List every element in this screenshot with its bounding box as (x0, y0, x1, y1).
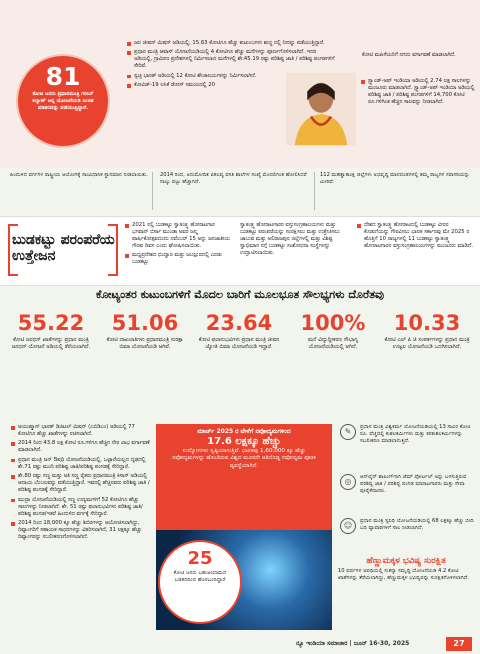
list-item: ಮಧ್ಯಪ್ರದೇಶದ ಛಿಂದ್ವಾರ ಮತ್ತು ಜಬಲ್ಪುರದಲ್ಲಿ ಎರಡು ಬುಡಕಟ್ಟು (124, 252, 232, 266)
stat-saubhagya: 100% ಮನೆ ವಿದ್ಯುದ್ದೀಕರಣ ಸೌಭಾಗ್ಯ ಯೋಜನೆಯಡಿಯಲ್ಲಿ ಆಗಿದೆ. (300, 311, 366, 351)
list-item: ಶೇ.80 ರಷ್ಟು ಸಣ್ಣ ಮತ್ತು ಅತಿ ಸಣ್ಣ ರೈತರು ಪ್ರಧಾನಮಂತ್ರಿ ಕಿಸಾನ್ ಅಡಿಯಲ್ಲಿ ಆದಾಯ ಬೆಂಬಲವನ್ನು ಪಡೆಯುತ್ತಿದ್ದಾರೆ. ಇವರಲ್ಲಿ ಹೆಚ್ಚಿನವರು ಪರಿಶಿಷ್ಟ ಜಾತಿ / ಪರಿಶಿಷ್ಟ ಪಂಗಡಕ್ಕೆ ಸೇರಿದ್ದಾರೆ. (10, 473, 150, 494)
page-number: 27 (446, 637, 472, 651)
list-item: 2014 ರಿಂದ 43.8 ಲಕ್ಷ ಕೋಟಿ ರೂ.ಗಳಿಗೂ ಹೆಚ್ಚಿನ ನೇರ ಲಾಭ ವರ್ಗಾವಣೆ ಮಾಡಲಾಗಿದೆ. (10, 440, 150, 454)
right-top-bullets (360, 78, 476, 108)
girl-future-text: 10 ವರ್ಷಗಳ ಅವಧಿಯಲ್ಲಿ ಸುಕನ್ಯಾ ಸಮೃದ್ಧಿ ಯೋಜನೆಯಡಿ 4.2 ಕೋಟಿ ಖಾತೆಗಳನ್ನು ತೆರೆಯಲಾಗಿದ್ದು, ಹೆಣ್ಣುಮಕ್ಕಳ ಭವಿಷ್ಯವನ್ನು ಸುರಕ್ಷಿತಗೊಳಿಸಲಾಗಿದೆ. (338, 568, 469, 582)
circle-text: ಕೋಟಿ ಜನರು ಪ್ರಧಾನಮಂತ್ರಿ ಗರೀಬ್ ಕಲ್ಯಾಣ್ ಅನ್ನ ಯೋಜನೆಯಡಿ ಉಚಿತ ಪಡಿತರವನ್ನು ಪಡೆಯುತ್ತಿದ್ದಾರೆ. (32, 91, 94, 111)
startup-card: ಮಾರ್ಚ್ 2025 ರ ವೇಳೆಗೆ ನವೋದ್ಯಮಗಳಿಂದ 17.6 ಲಕ್ಷಕ್ಕೂ ಹೆಚ್ಚು ಉದ್ಯೋಗಗಳು ಸೃಷ್ಟಿಯಾಗುತ್ತಿವೆ. ಭಾರತವು 1,60,000 ಕ್ಕೂ ಹೆಚ್ಚು ನವೋದ್ಯಮಗಳನ್ನು ಹೊಂದಿರುವ ವಿಶ್ವದ ಮೂರನೇ ಅತಿದೊಡ್ಡ ನವೋದ್ಯಮ ಪೂರಕ ವ್ಯವಸ್ಥೆಯಾಗಿದೆ. (156, 424, 332, 530)
receipt-icon: ✎ (340, 424, 356, 440)
list-item: 2021 ರಲ್ಲಿ ಬುಡಕಟ್ಟು ಸ್ವಾತಂತ್ರ್ಯ ಹೋರಾಟಗಾರ ಭಗವಾನ್ ಬಿರ್ಸಾ ಮುಂಡಾ ಅವರ ಜನ್ಮ ವಾರ್ಷಿಕೋತ್ಸವದಂದು ನವೆಂಬರ್ 15 ಅನ್ನು ಜನಜಾತೀಯ ಗೌರವ ದಿವಸ ಎಂದು ಘೋಷಿಸಲಾಯಿತು. (124, 222, 232, 250)
right-item: ಪ್ರಧಾನ ಮಂತ್ರಿ ವಿಶ್ವಕರ್ಮ ಯೋಜನೆಯಡಿಯಲ್ಲಿ 13 ಸಾವಿರ ಕೋಟಿ ರೂ. ವೆಚ್ಚದಲ್ಲಿ ಕುಶಲಕರ್ಮಿಗಳು ಮತ್ತು ಕರಕುಶಲಕರ್ಮಿಗಳನ್ನು ಸಬಲೀಕರಣ ಮಾಡಲಾಗುತ್ತಿದೆ. (360, 424, 471, 445)
right-item: ಪ್ರಧಾನ ಮಂತ್ರಿ ಸ್ವನಿಧಿ ಯೋಜನೆಯಡಿಯಲ್ಲಿ 68 ಲಕ್ಷಕ್ಕೂ ಹೆಚ್ಚು ಬೀದಿ ಬದಿ ವ್ಯಾಪಾರಿಗಳಿಗೆ ಸಾಲ ನೀಡಲಾಗಿದೆ. (360, 518, 474, 532)
stat-circle-81 (18, 56, 108, 146)
magazine-name: ನ್ಯೂ ಇಂಡಿಯಾ ಸಮಾಚಾರ | ಜೂನ್ 16-30, 2025 (296, 640, 410, 647)
coins-icon: ☺ (340, 518, 356, 534)
list-item: ಮುದ್ರಾ ಯೋಜನೆಯಡಿಯಲ್ಲಿ ಸಣ್ಣ ಉದ್ಯಮಗಳಿಗೆ 52 ಕೋಟಿಗೂ ಹೆಚ್ಚು ಸಾಲಗಳನ್ನು ನೀಡಲಾಗಿದೆ. ಶೇ. 51 ರಷ್ಟು ಫಲಾನುಭವಿಗಳು ಪರಿಶಿಷ್ಟ ಜಾತಿ/ಪರಿಶಿಷ್ಟ ಪಂಗಡ/ಇತರೆ ಹಿಂದುಳಿದ ವರ್ಗಕ್ಕೆ ಸೇರಿದ್ದಾರೆ. (10, 497, 150, 518)
stat-jandhan: 55.22 ಕೋಟಿ ಜನಧನ್ ಖಾತೆಗಳನ್ನು ಪ್ರಧಾನ ಮಂತ್ರಿ ಜನಧನ್ ಯೋಜನೆ ಅಡಿಯಲ್ಲಿ ತೆರೆಯಲಾಗಿದೆ. (11, 311, 91, 351)
tribal-col1 (124, 222, 232, 269)
list-item: ಸ್ವಚ್ಛ ಭಾರತ್ ಅಡಿಯಲ್ಲಿ 12 ಕೋಟಿ ಶೌಚಾಲಯಗಳನ್ನು ನಿರ್ಮಿಸಲಾಗಿದೆ. (126, 73, 336, 80)
list-item: ದೇಶದ ಸ್ವಾತಂತ್ರ್ಯ ಹೋರಾಟದಲ್ಲಿ ಬುಡಕಟ್ಟು ವೀರರ ಕೊಡುಗೆಯನ್ನು ಗೌರವಿಸಲು ಭಾರತ ಸರ್ಕಾರವು ಮೇ 2025 ರ ಹೊತ್ತಿಗೆ 10 ರಾಜ್ಯಗಳಲ್ಲಿ 11 ಬುಡಕಟ್ಟು ಸ್ವಾತಂತ್ರ್ಯ ಹೋರಾಟಗಾರರ ವಸ್ತುಸಂಗ್ರಹಾಲಯಗಳನ್ನು ಮಂಜೂರು ಮಾಡಿದೆ. (356, 222, 474, 250)
tribal-col3 (356, 222, 474, 252)
tribal-heritage-title: ಬುಡಕಟ್ಟು ಪರಂಪರೆಯ ಉತ್ತೇಜನ (12, 232, 115, 265)
list-item: ಜಲ ಜೀವನ್ ಮಿಷನ್ ಅಡಿಯಲ್ಲಿ, 15.63 ಕೋಟಿಗೂ ಹೆಚ್ಚು ಕುಟುಂಬಗಳು ಶುದ್ಧ ನಲ್ಲಿ ನೀರನ್ನು ಪಡೆಯುತ್ತಿದ್ದಾರೆ. (126, 40, 336, 47)
photo-caption: ಕೋಟಿ ಮಹಿಳೆಯರಿಗೆ ನಗದು ವರ್ಗಾವಣೆ ಮಾಡಲಾಗಿದೆ. (362, 52, 456, 58)
list-item: ಪ್ರಧಾನ ಮಂತ್ರಿ ಜನ್ ಔಷಧಿ ಯೋಜನೆಯಡಿಯಲ್ಲಿ, ಒಟ್ಟಾರೆಯಲ್ಲದ ದೃಢದಲ್ಲಿ ಶೇ.71 ರಷ್ಟು ಮಂದಿ ಪರಿಶಿಷ್ಟ ಜಾತಿ/ಪರಿಶಿಷ್ಟ ಪಂಗಡಕ್ಕೆ ಸೇರಿದ್ದಾರೆ. (10, 457, 150, 471)
tribal-col2: ಸ್ವಾತಂತ್ರ್ಯ ಹೋರಾಟಗಾರರ ವಸ್ತುಸಂಗ್ರಹಾಲಯಗಳು ಮತ್ತು ಬುಡಕಟ್ಟು ಪರಂಪರೆಯನ್ನು ಸಂರಕ್ಷಿಸಲು ಮತ್ತು ಉತ್ತೇಜಿಸಲು ಜಾಬುವ ಮತ್ತು ಅಲಿರಾಜಪುರ ಜಿಲ್ಲೆಗಳಲ್ಲಿ ಮತ್ತು ವಿಶಿಷ್ಟ ಸ್ವಾಭಿಮಾನ ನಗ್ಗೆ ಬುಡಕಟ್ಟು ಸಂಶೋಧನಾ ಸಂಸ್ಥೆಗಳನ್ನು ಉದ್ಘಾಟಿಸಲಾಯಿತು. (240, 222, 340, 256)
info-strip (0, 168, 480, 216)
strip-item: 2014 ರಿಂದ, ಅನುಮೋದಿತ ಏಕಲವ್ಯ ವಸತಿ ಶಾಲೆಗಳ ಸಂಖ್ಯೆ ಮೊದಲಿಗಿಂತ ಹೋಲಿಸಿದರೆ ನಾಲ್ಕು ಪಟ್ಟು ಹೆಚ್ಚಾಗಿದೆ. (160, 172, 307, 186)
stat-jyoti: 23.64 ಕೋಟಿ ಫಲಾನುಭವಿಗಳು ಪ್ರಧಾನ ಮಂತ್ರಿ ಜೀವನ ಜ್ಯೋತಿ ಬಿಮಾ ಯೋಜನೆಯಡಿ ಇದ್ದಾರೆ. (198, 311, 280, 351)
woman-photo (286, 50, 356, 168)
cart-icon: ◎ (340, 474, 356, 490)
stat-circle-25: 25 ಕೋಟಿ ಜನರು ಬಹುಆಯಾಮದ ಬಡತನದಿಂದ ಹೊರಬಂದಿದ್ದಾರೆ (158, 540, 242, 624)
left-bullets (10, 424, 150, 544)
list-item: ಕೋವಿಡ್-19 ಲಸಿಕೆ ಡೋಸ್ ಸಮಯದಲ್ಲಿ 20 (126, 82, 336, 89)
right-item: ಆನ್‌ಲೈನ್ ಶಾಪಿಂಗ್‌ಗಾಗಿ ಜೆಮ್ ಪೋರ್ಟಲ್ ಅನ್ನು ಬಳಸುತ್ತಿರುವ ಪರಿಶಿಷ್ಟ ಜಾತಿ / ಪರಿಶಿಷ್ಟ ಪಂಗಡ ಮಾರಾಟಗಾರರು ಮತ್ತು ಸೇವಾ ಪೂರೈಕೆದಾರರು. (360, 474, 467, 495)
strip-item: 112 ಮಹತ್ವಾಕಾಂಕ್ಷಿ ಜಿಲ್ಲೆಗಳು ಅಭಿವೃದ್ಧಿ ಮಾನದಂಡಗಳಲ್ಲಿ ತಮ್ಮ ರಾಜ್ಯಗಳ ಸರಾಸರಿಯನ್ನು ಮೀರಿವೆ. (320, 172, 470, 186)
section-headline: ಕೋಟ್ಯಂತರ ಕುಟುಂಬಗಳಿಗೆ ಮೊದಲ ಬಾರಿಗೆ ಮೂಲಭೂತ ಸೌಲಭ್ಯಗಳು ದೊರೆತವು (95, 288, 384, 301)
list-item: ಆಯುಷ್ಮಾನ್ ಭಾರತ್ ಡಿಜಿಟಲ್ ಮಿಷನ್ (ಎಬಿಡಿಎಂ) ಅಡಿಯಲ್ಲಿ 77 ಕೋಟಿಗೂ ಹೆಚ್ಚು ಖಾತೆಗಳನ್ನು ರಚಿಸಲಾಗಿದೆ. (10, 424, 150, 438)
list-item: 2014 ರಿಂದ 18,000 ಕ್ಕೂ ಹೆಚ್ಚು ಶಿಬಿರಗಳನ್ನು ಆಯೋಜಿಸಲಾಗಿದ್ದು, ದಿವ್ಯಾಂಗರಿಗೆ ಸಹಾಯಕ ಸಾಧನಗಳನ್ನು ವಿತರಿಸಲಾಗಿದೆ, 31 ಲಕ್ಷಕ್ಕೂ ಹೆಚ್ಚು ದಿವ್ಯಾಂಗರನ್ನು ಸಬಲೀಕರಣಗೊಳಿಸಲಾಗಿದೆ. (10, 520, 150, 541)
page-footer (0, 636, 480, 654)
list-item: ಸ್ಟ್ಯಾಂಡ್-ಅಪ್ ಇಂಡಿಯಾ ಅಡಿಯಲ್ಲಿ 2.74 ಲಕ್ಷ ಸಾಲಗಳನ್ನು ಮಂಜೂರು ಮಾಡಲಾಗಿದೆ. ಸ್ಟ್ಯಾಂಡ್-ಅಪ್ ಇಂಡಿಯಾ ಅಡಿಯಲ್ಲಿ ಪರಿಶಿಷ್ಟ ಜಾತಿ / ಪರಿಶಿಷ್ಟ ಪಂಗಡಗಳಿಗೆ 14,700 ಕೋಟಿ ರೂ.ಗಳಿಗಿಂತ ಹೆಚ್ಚಿನ ಸಾಲವನ್ನು ನೀಡಲಾಗಿದೆ. (360, 78, 476, 106)
stat-ujjwala: 10.33 ಕೋಟಿ ಎಲ್ ಪಿ ಜಿ ಸಂಪರ್ಕಗಳನ್ನು ಪ್ರಧಾನ ಮಂತ್ರಿ ಉಜ್ವಲ ಯೋಜನೆಯಡಿ ಒದಗಿಸಲಾಗಿದೆ. (384, 311, 470, 351)
stat-suraksha: 51.06 ಕೋಟಿ ದಾಖಲಾತಿಗಳು ಪ್ರಧಾನಮಂತ್ರಿ ಸುರಕ್ಷಾ ಬಿಮಾ ಯೋಜನೆಯಡಿ ಆಗಿವೆ. (106, 311, 184, 351)
girl-future-title: ಹೆಣ್ಣುಮಕ್ಕಳ ಭವಿಷ್ಯ ಸುರಕ್ಷಿತ (366, 556, 446, 566)
circle-number: 81 (45, 62, 81, 91)
strip-item: ಹಿಂದುಳಿದ ವರ್ಗಗಳ ರಾಷ್ಟ್ರೀಯ ಆಯೋಗಕ್ಕೆ ಸಾಂವಿಧಾನಿಕ ಸ್ಥಾನಮಾನ ನೀಡಲಾಯಿತು. (10, 172, 149, 178)
list-item: ಪ್ರಧಾನ ಮಂತ್ರಿ ಆವಾಸ್ ಯೋಜನೆಯಡಿಯಲ್ಲಿ 4 ಕೋಟಿಗೂ ಹೆಚ್ಚು ಮನೆಗಳನ್ನು ಪೂರ್ಣಗೊಳಿಸಲಾಗಿದೆ. ಇದರ ಅಡಿಯಲ್ಲಿ, ಗ್ರಾಮೀಣ ಪ್ರದೇಶಗಳಲ್ಲಿ ನಿರ್ಮಿಸಲಾದ ಮನೆಗಳಲ್ಲಿ ಶೇ.45.19 ರಷ್ಟು ಪರಿಶಿಷ್ಟ ಜಾತಿ / ಪರಿಶಿಷ್ಟ ಪಂಗಡಗಳಿಗೆ ಸೇರಿವೆ. (126, 49, 336, 70)
